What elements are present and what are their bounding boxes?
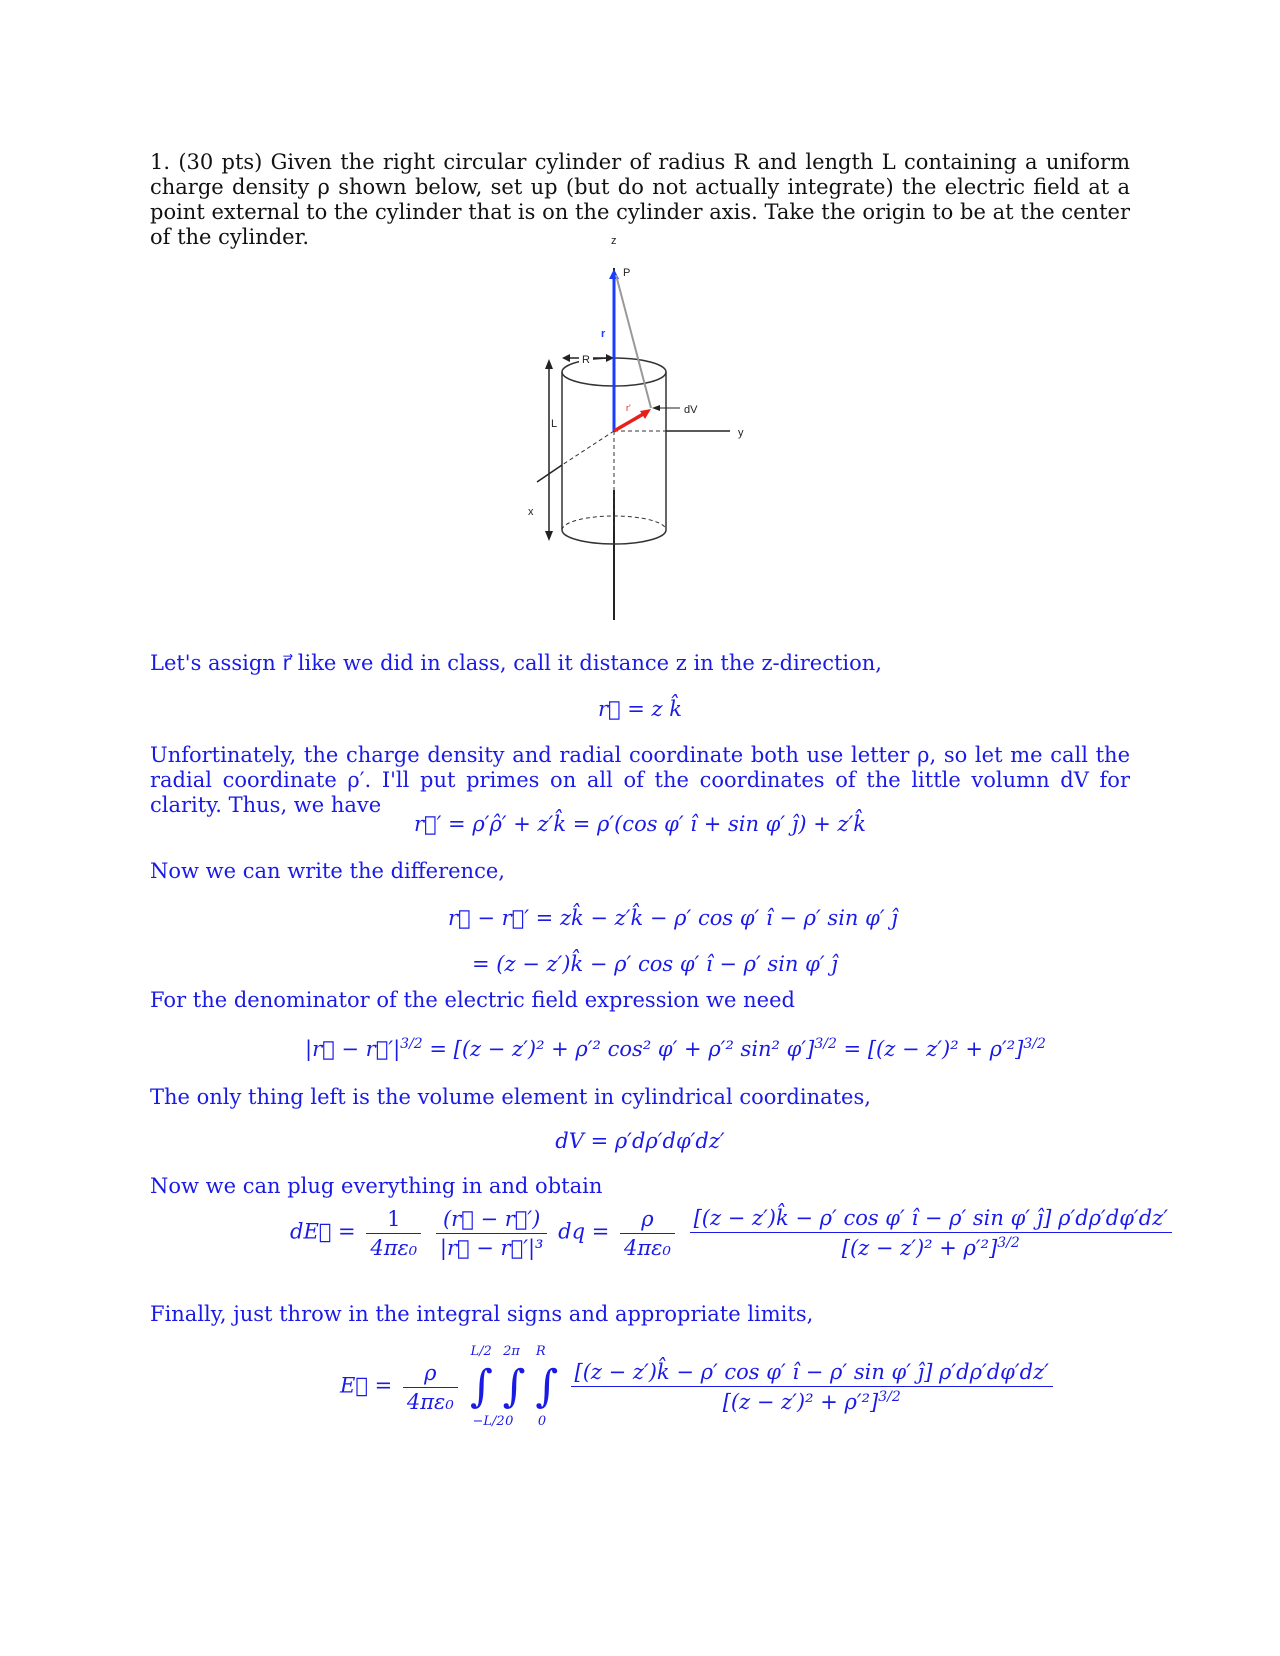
solution-paragraph-6: Now we can plug everything in and obtain xyxy=(150,1174,603,1198)
label-y: y xyxy=(738,427,744,439)
eq6-f3-num: ρ xyxy=(620,1207,675,1234)
equation-volume-element: dV = ρ′dρ′dφ′dz′ xyxy=(555,1129,725,1153)
integral-z-upper: L/2 xyxy=(470,1344,492,1359)
length-arrow-bottom xyxy=(545,531,553,541)
eq6-big-den: [(z − z′)² + ρ′²] xyxy=(841,1236,998,1260)
eq6-f1-num: 1 xyxy=(366,1207,421,1234)
integral-phi: ∫ 2π 0 xyxy=(502,1344,526,1429)
solution-paragraph-7: Finally, just throw in the integral signs and appropriate limits, xyxy=(150,1302,814,1326)
integral-z: ∫ L/2 −L/2 xyxy=(469,1344,505,1429)
eq7-fraction-1 xyxy=(403,1361,458,1414)
eq7-big-num: [(z − z′)k̂ − ρ′ cos φ′ î − ρ′ sin φ′ ĵ] ρ′dρ′dφ′dz′ xyxy=(571,1360,1053,1387)
label-rprime: r' xyxy=(626,403,631,413)
eq6-f2-num: (r⃗ − r⃗′) xyxy=(436,1207,548,1234)
eq6-f1-den: 4πε₀ xyxy=(370,1235,418,1260)
integral-phi-upper: 2π xyxy=(503,1344,520,1359)
eq6-f3-den: 4πε₀ xyxy=(624,1235,671,1260)
integral-rho-upper: R xyxy=(535,1344,546,1359)
label-dv: dV xyxy=(684,404,698,416)
eq6-fraction-3 xyxy=(620,1207,675,1260)
label-R: R xyxy=(582,354,590,366)
radius-arrow-left xyxy=(562,354,570,362)
eq6-dq: dq = xyxy=(558,1219,610,1244)
integral-rho: ∫ R 0 xyxy=(535,1344,559,1429)
length-arrow-top xyxy=(545,359,553,369)
equation-e-field xyxy=(340,1344,1057,1429)
cylinder-diagram xyxy=(0,225,1280,645)
eq7-big-den-exp: 3/2 xyxy=(878,1389,901,1405)
rprime-vector xyxy=(614,413,645,431)
eq6-fraction-2 xyxy=(436,1207,548,1260)
dv-pointer-head xyxy=(652,405,660,411)
eq7-f1-num: ρ xyxy=(403,1361,458,1388)
eq6-big-num: [(z − z′)k̂ − ρ′ cos φ′ î − ρ′ sin φ′ ĵ] ρ′dρ′dφ′dz′ xyxy=(690,1206,1172,1233)
r-minus-rprime-line xyxy=(616,275,651,408)
eq4-exp-1: 3/2 xyxy=(400,1036,423,1052)
eq6-lhs: dE⃗ = xyxy=(290,1219,356,1244)
eq7-lhs: E⃗ = xyxy=(340,1373,393,1398)
eq7-fraction-2 xyxy=(571,1360,1053,1414)
solution-paragraph-5: The only thing left is the volume element in cylindrical coordinates, xyxy=(150,1085,871,1109)
label-r: r xyxy=(601,328,606,340)
integral-phi-lower: 0 xyxy=(505,1414,514,1429)
solution-paragraph-4: For the denominator of the electric field expression we need xyxy=(150,988,795,1012)
eq7-big-den-wrap xyxy=(571,1387,1053,1414)
eq4-exp-3: 3/2 xyxy=(1023,1036,1046,1052)
solution-paragraph-3: Now we can write the difference, xyxy=(150,859,505,883)
eq6-fraction-4 xyxy=(690,1206,1172,1260)
eq6-fraction-1 xyxy=(366,1207,421,1260)
eq7-big-den: [(z − z′)² + ρ′²] xyxy=(722,1390,879,1414)
label-z: z xyxy=(611,235,617,247)
label-L: L xyxy=(551,418,558,430)
eq7-f1-den: 4πε₀ xyxy=(406,1389,454,1414)
equation-difference-1: r⃗ − r⃗′ = zk̂ − z′k̂ − ρ′ cos φ′ î − ρ′ sin φ′ ĵ xyxy=(448,906,898,930)
eq4-simplified: = [(z − z′)² + ρ′²] xyxy=(843,1037,1024,1061)
problem-statement: 1. (30 pts) Given the right circular cylinder of radius R and length L containing a uniform charge density ρ shown below, set up (but do not actually integrate) the electric field at a point external to the cylinder that is on the cylinder axis. Take the origin to be at the center of the cylinder. xyxy=(150,150,1130,249)
equation-r: r⃗ = z k̂ xyxy=(597,697,683,721)
eq4-expanded: = [(z − z′)² + ρ′² cos² φ′ + ρ′² sin² φ′] xyxy=(429,1037,815,1061)
label-p: P xyxy=(623,267,631,279)
solution-paragraph-1: Let's assign r⃗ like we did in class, call it distance z in the z-direction, xyxy=(150,651,882,675)
equation-denominator xyxy=(305,1036,1046,1061)
eq4-abs: |r⃗ − r⃗′| xyxy=(305,1037,401,1061)
equation-difference-2: = (z − z′)k̂ − ρ′ cos φ′ î − ρ′ sin φ′ ĵ xyxy=(472,952,838,976)
eq4-exp-2: 3/2 xyxy=(814,1036,837,1052)
eq6-big-den-wrap xyxy=(690,1233,1172,1260)
label-x: x xyxy=(528,506,534,518)
integral-rho-lower: 0 xyxy=(537,1414,547,1429)
eq6-big-den-exp: 3/2 xyxy=(997,1235,1020,1251)
x-axis-inside xyxy=(562,431,614,465)
eq6-f2-den: |r⃗ − r⃗′|³ xyxy=(439,1235,544,1260)
equation-de xyxy=(290,1206,1176,1260)
solution-paragraph-2: Unfortinately, the charge density and radial coordinate both use letter ρ, so let me call the radial coordinate ρ′. I'll put primes on all of the coordinates of the little volumn dV for clarity. Thus, we have xyxy=(150,743,1130,817)
equation-rprime: r⃗′ = ρ′ρ̂′ + z′k̂ = ρ′(cos φ′ î + sin φ′ ĵ) + z′k̂ xyxy=(413,812,867,836)
integral-z-lower: −L/2 xyxy=(472,1414,505,1429)
